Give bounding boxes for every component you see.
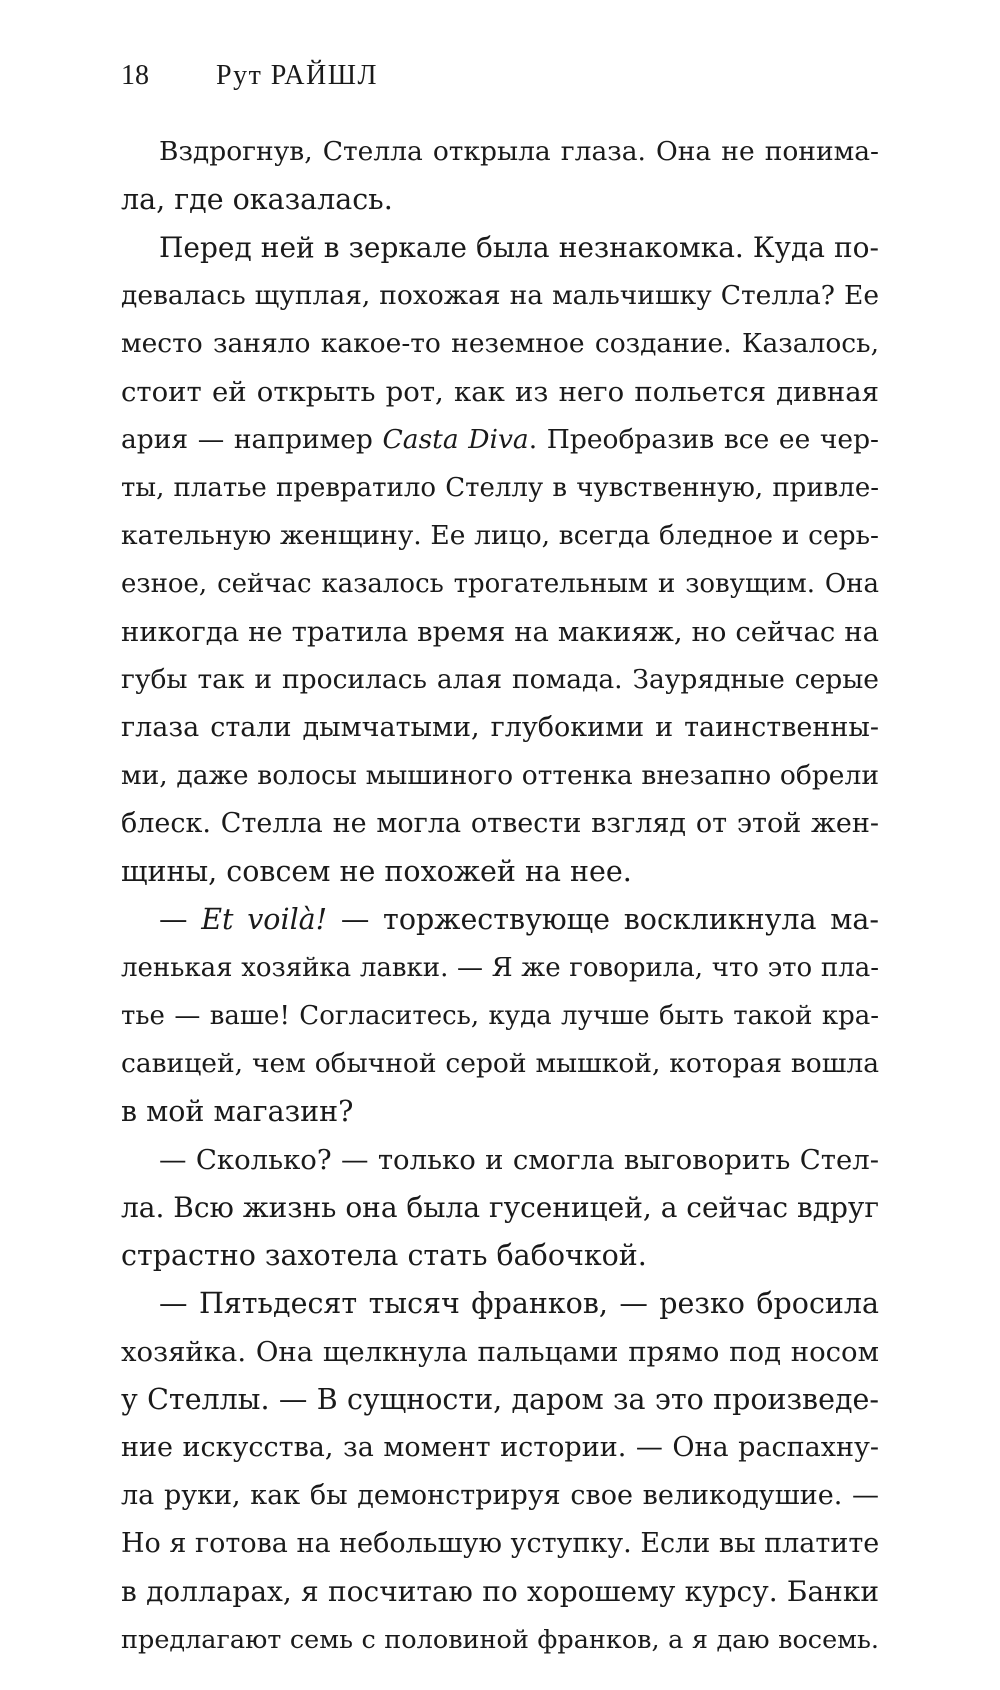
text-run: — торжествующе воскликнула ма-	[327, 903, 879, 936]
italic-text: Casta Diva	[382, 424, 529, 455]
text-line: страстно захотела стать бабочкой.	[121, 1239, 647, 1272]
text-line: в мой магазин?	[121, 1095, 354, 1128]
text-line: ние искусства, за момент истории. — Она распахну-	[121, 1432, 879, 1463]
text-line: ла, где оказалась.	[121, 183, 393, 216]
text-line: в долларах, я посчитаю по хорошему курсу. Банки	[121, 1575, 879, 1608]
text-line: никогда не тратила время на макияж, но сейчас на	[121, 616, 879, 648]
text-line: кательную женщину. Ее лицо, всегда бледное и серь-	[121, 520, 879, 551]
text-line: езное, сейчас казалось трогательным и зовущим. Она	[121, 569, 879, 599]
text-line	[159, 896, 879, 944]
text-line: Перед ней в зеркале была незнакомка. Куда по-	[159, 231, 879, 264]
text-line: ты, платье превратило Стеллу в чувственную, привле-	[121, 473, 879, 503]
text-line: девалась щуплая, похожая на мальчишку Стелла? Ее	[121, 280, 879, 311]
text-run: . Преобразив все ее чер-	[528, 424, 879, 455]
text-line: стоит ей открыть рот, как из него польется дивная	[121, 376, 879, 408]
text-line: у Стеллы. — В сущности, даром за это произведе-	[121, 1383, 879, 1416]
text-line: место заняло какое-то неземное создание. Казалось,	[121, 328, 879, 359]
text-line: ла. Всю жизнь она была гусеницей, а сейчас вдруг	[121, 1191, 880, 1224]
text-line: Вздрогнув, Стелла открыла глаза. Она не понима-	[159, 136, 879, 167]
text-line: хозяйка. Она щелкнула пальцами прямо под носом	[121, 1336, 879, 1368]
text-line: блеск. Стелла не могла отвести взгляд от этой жен-	[121, 808, 879, 839]
text-line: — Сколько? — только и смогла выговорить Стел-	[159, 1144, 879, 1176]
text-run: —	[159, 903, 202, 936]
text-line: савицей, чем обычной серой мышкой, которая вошла	[121, 1048, 879, 1079]
text-line: ленькая хозяйка лавки. — Я же говорила, что это пла-	[121, 953, 879, 983]
text-line: ми, даже волосы мышиного оттенка внезапно обрели	[121, 760, 879, 791]
text-line: Но я готова на небольшую уступку. Если вы платите	[121, 1528, 880, 1559]
text-line: губы так и просилась алая помада. Заурядные серые	[121, 664, 879, 695]
text-line: глаза стали дымчатыми, глубокими и таинственны-	[121, 712, 879, 743]
text-line: щины, совсем не похожей на нее.	[121, 855, 632, 888]
text-line: — Пятьдесят тысяч франков, — резко бросила	[159, 1287, 879, 1320]
text-run: ария — например	[121, 424, 383, 455]
text-line: ла руки, как бы демонстрируя свое великодушие. —	[121, 1480, 879, 1511]
page-number: 18	[121, 60, 149, 91]
italic-text: Et voilà!	[201, 903, 328, 936]
author-name: Рут РАЙШЛ	[216, 60, 378, 91]
text-line: предлагают семь с половиной франков, а я даю восемь.	[121, 1625, 879, 1655]
text-line	[121, 416, 879, 464]
text-line: тье — ваше! Согласитесь, куда лучше быть такой кра-	[121, 1001, 879, 1031]
running-head	[121, 58, 920, 94]
